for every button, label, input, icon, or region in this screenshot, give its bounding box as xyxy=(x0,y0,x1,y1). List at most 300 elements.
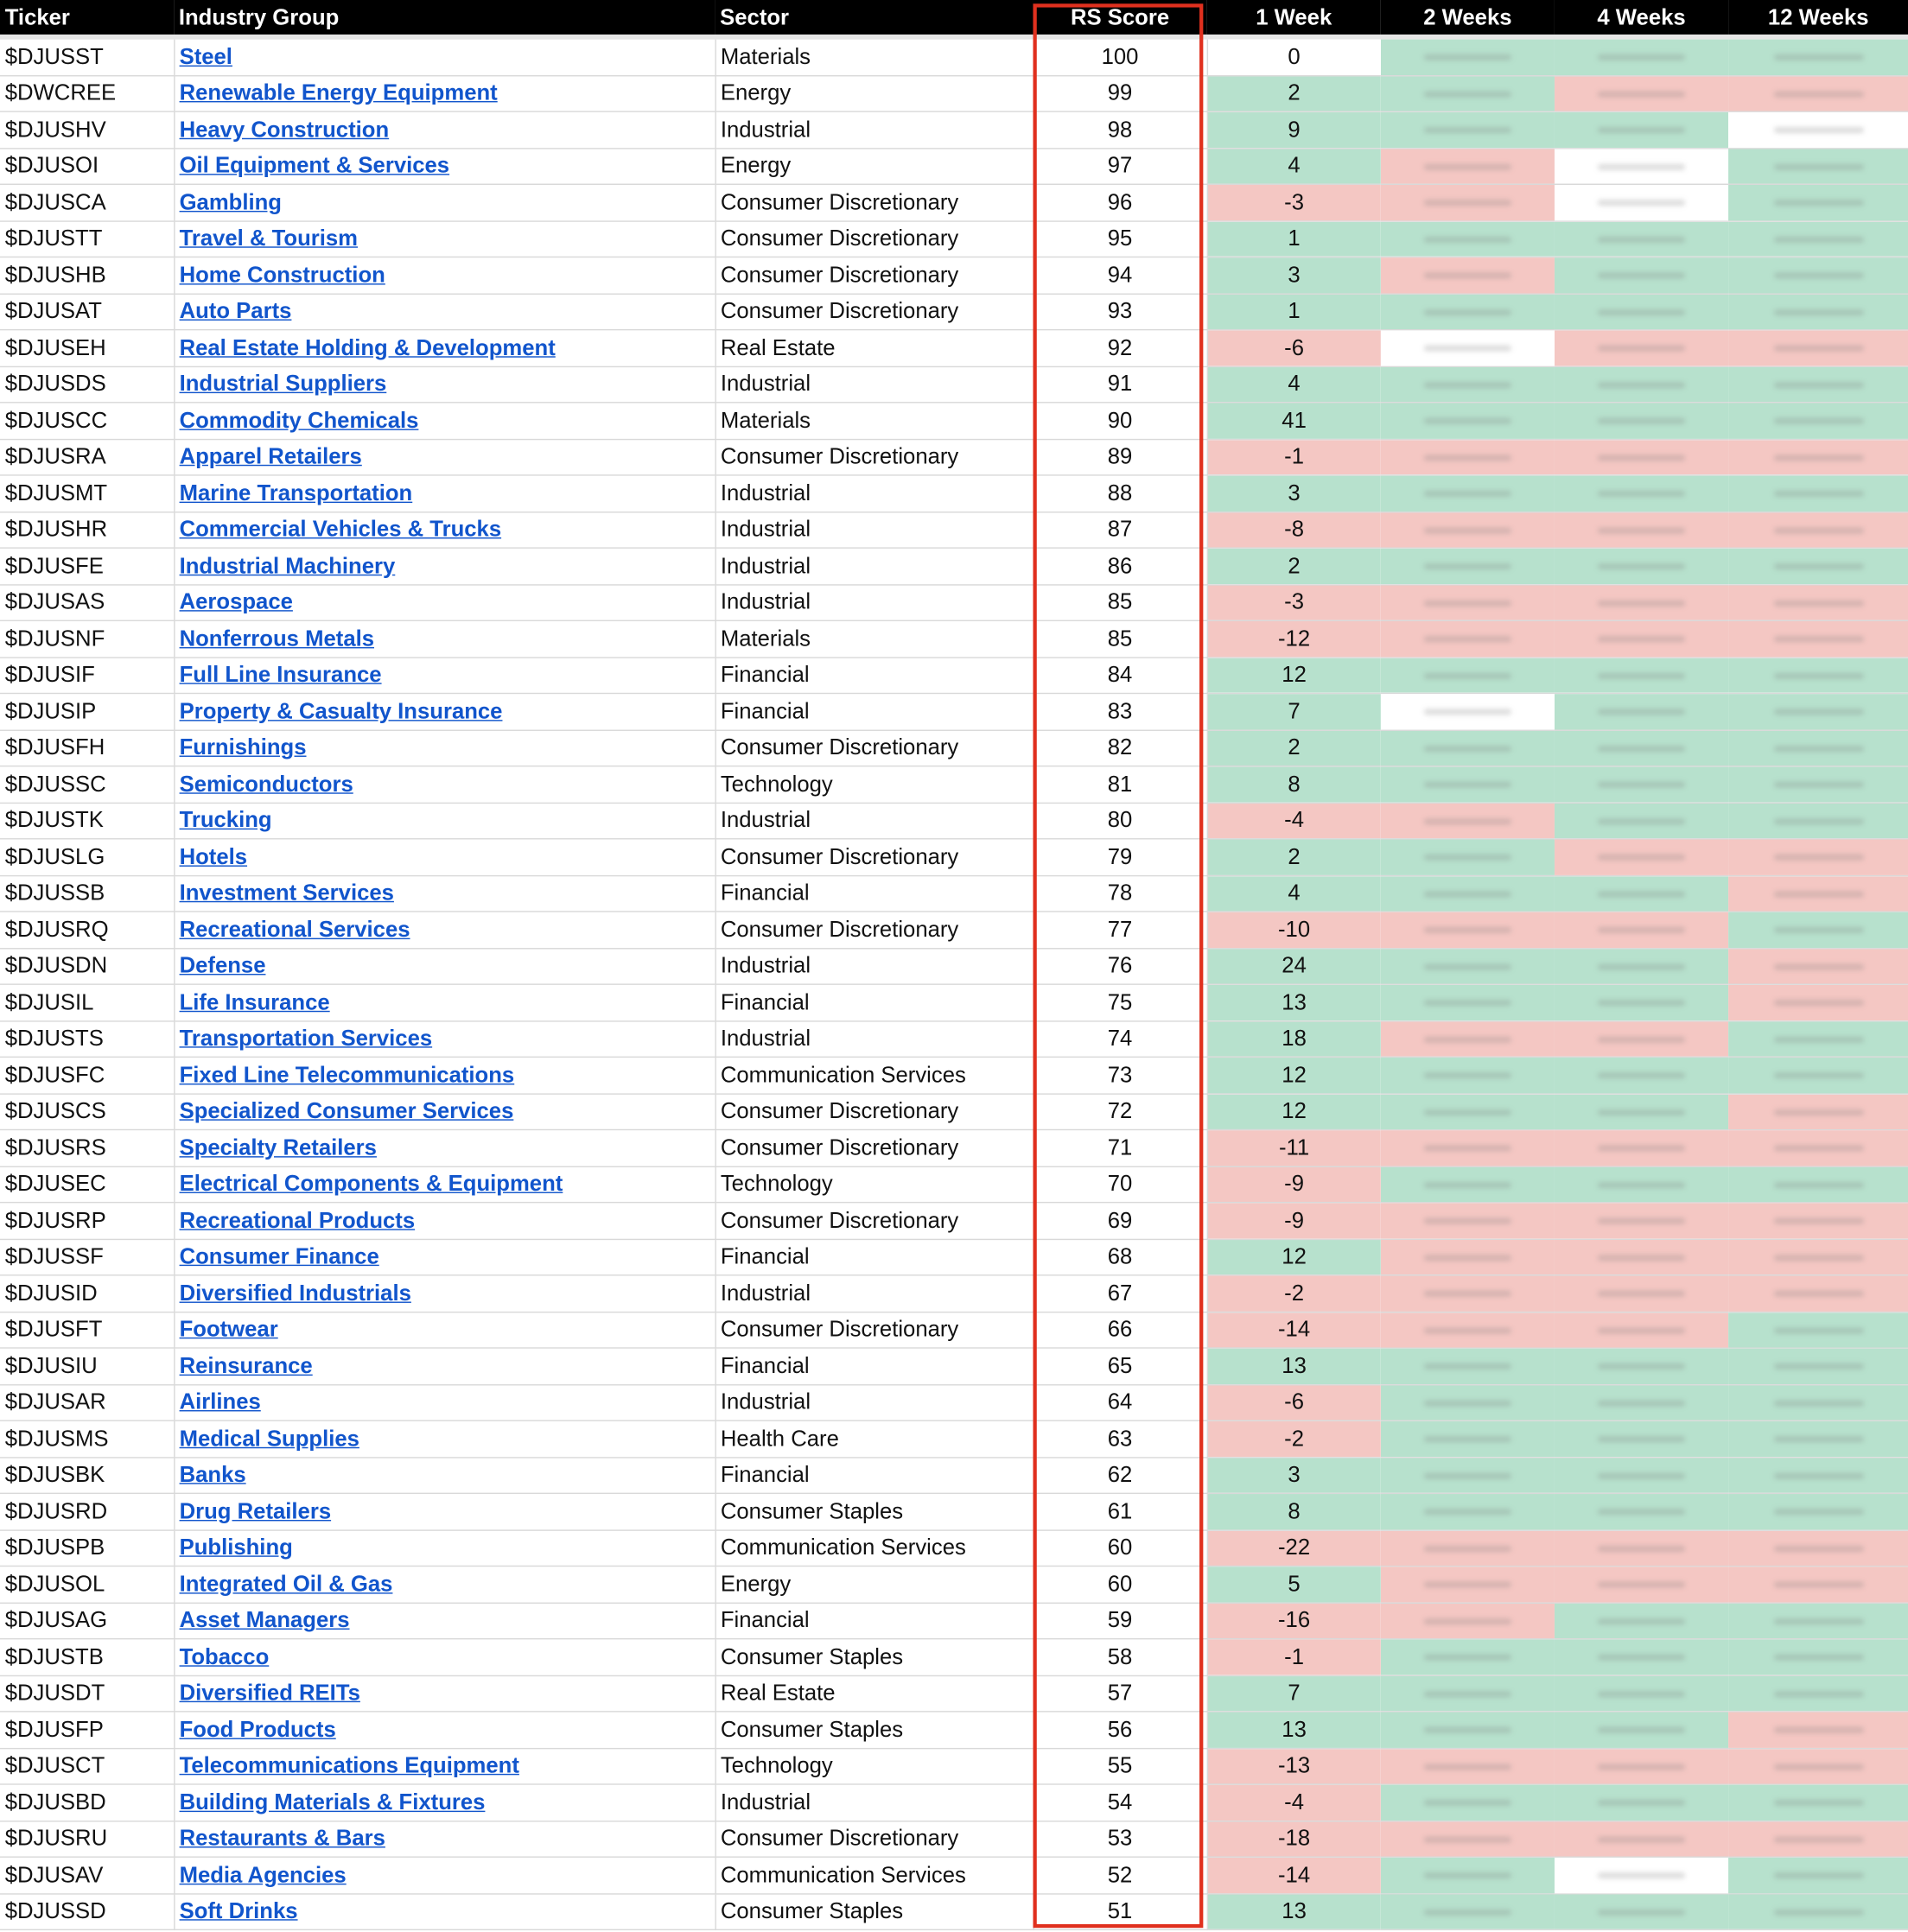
sector-cell[interactable]: Communication Services xyxy=(715,1057,1033,1093)
week-2-cell[interactable] xyxy=(1381,1203,1555,1239)
week-1-cell[interactable]: 0 xyxy=(1207,40,1381,75)
rs-score-cell[interactable]: 99 xyxy=(1033,75,1206,111)
week-1-cell[interactable]: 8 xyxy=(1207,1493,1381,1529)
industry-link[interactable]: Electrical Components & Equipment xyxy=(179,1171,563,1197)
week-4-cell[interactable] xyxy=(1555,1384,1728,1420)
week-4-cell[interactable] xyxy=(1555,1603,1728,1639)
week-2-cell[interactable] xyxy=(1381,40,1555,75)
rs-score-cell[interactable]: 93 xyxy=(1033,294,1206,330)
sector-cell[interactable]: Consumer Discretionary xyxy=(715,1129,1033,1166)
col-header-ticker[interactable]: Ticker xyxy=(0,0,174,35)
week-12-cell[interactable] xyxy=(1728,839,1908,875)
rs-score-cell[interactable]: 54 xyxy=(1033,1784,1206,1821)
sector-cell[interactable]: Industrial xyxy=(715,803,1033,839)
rs-score-cell[interactable]: 85 xyxy=(1033,584,1206,620)
ticker-cell[interactable]: $DJUSMS xyxy=(0,1420,174,1457)
week-2-cell[interactable] xyxy=(1381,1748,1555,1784)
ticker-cell[interactable]: $DJUSFE xyxy=(0,548,174,584)
week-4-cell[interactable] xyxy=(1555,1457,1728,1493)
ticker-cell[interactable]: $DJUSAR xyxy=(0,1384,174,1420)
week-2-cell[interactable] xyxy=(1381,948,1555,984)
industry-link[interactable]: Integrated Oil & Gas xyxy=(179,1571,393,1597)
sector-cell[interactable]: Consumer Discretionary xyxy=(715,220,1033,257)
ticker-cell[interactable]: $DJUSAV xyxy=(0,1857,174,1893)
industry-link[interactable]: Media Agencies xyxy=(179,1862,347,1887)
industry-link[interactable]: Renewable Energy Equipment xyxy=(179,80,498,105)
sector-cell[interactable]: Health Care xyxy=(715,1420,1033,1457)
ticker-cell[interactable]: $DJUSPB xyxy=(0,1529,174,1566)
week-1-cell[interactable]: -12 xyxy=(1207,620,1381,657)
week-1-cell[interactable]: -2 xyxy=(1207,1420,1381,1457)
week-12-cell[interactable] xyxy=(1728,1312,1908,1348)
week-2-cell[interactable] xyxy=(1381,330,1555,366)
week-4-cell[interactable] xyxy=(1555,366,1728,403)
week-2-cell[interactable] xyxy=(1381,512,1555,548)
week-4-cell[interactable] xyxy=(1555,1166,1728,1203)
rs-score-cell[interactable]: 88 xyxy=(1033,475,1206,512)
industry-link[interactable]: Telecommunications Equipment xyxy=(179,1752,519,1778)
rs-score-cell[interactable]: 97 xyxy=(1033,148,1206,184)
rs-score-cell[interactable]: 51 xyxy=(1033,1893,1206,1929)
week-4-cell[interactable] xyxy=(1555,912,1728,948)
week-1-cell[interactable]: -3 xyxy=(1207,584,1381,620)
week-4-cell[interactable] xyxy=(1555,1057,1728,1093)
week-4-cell[interactable] xyxy=(1555,1420,1728,1457)
rs-score-cell[interactable]: 64 xyxy=(1033,1384,1206,1420)
ticker-cell[interactable]: $DJUSNF xyxy=(0,620,174,657)
week-1-cell[interactable]: 13 xyxy=(1207,1712,1381,1748)
week-1-cell[interactable]: -6 xyxy=(1207,330,1381,366)
industry-link[interactable]: Oil Equipment & Services xyxy=(179,153,450,178)
industry-link[interactable]: Diversified Industrials xyxy=(179,1280,411,1306)
industry-link[interactable]: Commodity Chemicals xyxy=(179,407,419,433)
industry-link[interactable]: Steel xyxy=(179,44,232,69)
week-4-cell[interactable] xyxy=(1555,220,1728,257)
sector-cell[interactable]: Consumer Discretionary xyxy=(715,184,1033,220)
col-header-industry[interactable]: Industry Group xyxy=(174,0,715,35)
industry-link[interactable]: Defense xyxy=(179,953,266,978)
ticker-cell[interactable]: $DJUSHV xyxy=(0,111,174,148)
week-12-cell[interactable] xyxy=(1728,1239,1908,1275)
industry-link[interactable]: Investment Services xyxy=(179,880,394,906)
week-12-cell[interactable] xyxy=(1728,111,1908,148)
sector-cell[interactable]: Materials xyxy=(715,620,1033,657)
ticker-cell[interactable]: $DJUSCA xyxy=(0,184,174,220)
week-1-cell[interactable]: -4 xyxy=(1207,1784,1381,1821)
week-2-cell[interactable] xyxy=(1381,1457,1555,1493)
week-2-cell[interactable] xyxy=(1381,475,1555,512)
sector-cell[interactable]: Consumer Discretionary xyxy=(715,839,1033,875)
week-12-cell[interactable] xyxy=(1728,1603,1908,1639)
week-12-cell[interactable] xyxy=(1728,620,1908,657)
rs-score-cell[interactable]: 84 xyxy=(1033,657,1206,693)
ticker-cell[interactable]: $DJUSEH xyxy=(0,330,174,366)
week-1-cell[interactable]: 2 xyxy=(1207,839,1381,875)
week-2-cell[interactable] xyxy=(1381,1166,1555,1203)
week-1-cell[interactable]: 12 xyxy=(1207,1057,1381,1093)
week-2-cell[interactable] xyxy=(1381,294,1555,330)
industry-link[interactable]: Property & Casualty Insurance xyxy=(179,698,503,724)
sector-cell[interactable]: Financial xyxy=(715,875,1033,912)
industry-link[interactable]: Travel & Tourism xyxy=(179,226,359,251)
week-2-cell[interactable] xyxy=(1381,220,1555,257)
week-2-cell[interactable] xyxy=(1381,548,1555,584)
industry-link[interactable]: Asset Managers xyxy=(179,1607,350,1633)
rs-score-cell[interactable]: 65 xyxy=(1033,1348,1206,1384)
week-2-cell[interactable] xyxy=(1381,766,1555,803)
week-4-cell[interactable] xyxy=(1555,1566,1728,1602)
week-12-cell[interactable] xyxy=(1728,657,1908,693)
rs-score-cell[interactable]: 86 xyxy=(1033,548,1206,584)
week-1-cell[interactable]: 13 xyxy=(1207,1348,1381,1384)
week-1-cell[interactable]: -10 xyxy=(1207,912,1381,948)
week-4-cell[interactable] xyxy=(1555,693,1728,729)
sector-cell[interactable]: Industrial xyxy=(715,948,1033,984)
week-1-cell[interactable]: 12 xyxy=(1207,657,1381,693)
sector-cell[interactable]: Communication Services xyxy=(715,1857,1033,1893)
week-4-cell[interactable] xyxy=(1555,584,1728,620)
ticker-cell[interactable]: $DJUSTB xyxy=(0,1639,174,1675)
rs-score-cell[interactable]: 95 xyxy=(1033,220,1206,257)
week-1-cell[interactable]: 9 xyxy=(1207,111,1381,148)
col-header-1-week[interactable]: 1 Week xyxy=(1207,0,1381,35)
sector-cell[interactable]: Consumer Staples xyxy=(715,1639,1033,1675)
sector-cell[interactable]: Financial xyxy=(715,984,1033,1020)
rs-score-cell[interactable]: 77 xyxy=(1033,912,1206,948)
industry-link[interactable]: Aerospace xyxy=(179,589,293,614)
ticker-cell[interactable]: $DJUSRA xyxy=(0,439,174,475)
week-2-cell[interactable] xyxy=(1381,1384,1555,1420)
week-4-cell[interactable] xyxy=(1555,1857,1728,1893)
industry-link[interactable]: Heavy Construction xyxy=(179,117,390,142)
sector-cell[interactable]: Industrial xyxy=(715,111,1033,148)
week-4-cell[interactable] xyxy=(1555,148,1728,184)
sector-cell[interactable]: Industrial xyxy=(715,1275,1033,1312)
sector-cell[interactable]: Consumer Staples xyxy=(715,1712,1033,1748)
week-12-cell[interactable] xyxy=(1728,1420,1908,1457)
rs-score-cell[interactable]: 59 xyxy=(1033,1603,1206,1639)
week-2-cell[interactable] xyxy=(1381,730,1555,766)
week-2-cell[interactable] xyxy=(1381,839,1555,875)
week-4-cell[interactable] xyxy=(1555,1529,1728,1566)
sector-cell[interactable]: Materials xyxy=(715,403,1033,439)
week-1-cell[interactable]: -14 xyxy=(1207,1312,1381,1348)
sector-cell[interactable]: Industrial xyxy=(715,1384,1033,1420)
week-2-cell[interactable] xyxy=(1381,1493,1555,1529)
ticker-cell[interactable]: $DJUSCC xyxy=(0,403,174,439)
week-1-cell[interactable]: -1 xyxy=(1207,1639,1381,1675)
week-4-cell[interactable] xyxy=(1555,1493,1728,1529)
week-12-cell[interactable] xyxy=(1728,912,1908,948)
ticker-cell[interactable]: $DJUSRD xyxy=(0,1493,174,1529)
week-2-cell[interactable] xyxy=(1381,1239,1555,1275)
rs-score-cell[interactable]: 98 xyxy=(1033,111,1206,148)
week-4-cell[interactable] xyxy=(1555,766,1728,803)
ticker-cell[interactable]: $DJUSBD xyxy=(0,1784,174,1821)
industry-link[interactable]: Fixed Line Telecommunications xyxy=(179,1062,515,1087)
ticker-cell[interactable]: $DJUSIP xyxy=(0,693,174,729)
week-2-cell[interactable] xyxy=(1381,403,1555,439)
week-1-cell[interactable]: 2 xyxy=(1207,548,1381,584)
week-4-cell[interactable] xyxy=(1555,512,1728,548)
rs-score-cell[interactable]: 96 xyxy=(1033,184,1206,220)
sector-cell[interactable]: Consumer Discretionary xyxy=(715,730,1033,766)
week-12-cell[interactable] xyxy=(1728,1203,1908,1239)
sector-cell[interactable]: Industrial xyxy=(715,475,1033,512)
week-1-cell[interactable]: 24 xyxy=(1207,948,1381,984)
week-1-cell[interactable]: -1 xyxy=(1207,439,1381,475)
week-2-cell[interactable] xyxy=(1381,148,1555,184)
industry-link[interactable]: Trucking xyxy=(179,807,272,833)
ticker-cell[interactable]: $DJUSSC xyxy=(0,766,174,803)
industry-link[interactable]: Recreational Products xyxy=(179,1207,416,1233)
week-4-cell[interactable] xyxy=(1555,1129,1728,1166)
industry-link[interactable]: Industrial Machinery xyxy=(179,553,396,578)
sector-cell[interactable]: Technology xyxy=(715,1166,1033,1203)
sector-cell[interactable]: Financial xyxy=(715,1348,1033,1384)
ticker-cell[interactable]: $DJUSFP xyxy=(0,1712,174,1748)
week-1-cell[interactable]: 12 xyxy=(1207,1093,1381,1129)
rs-score-cell[interactable]: 92 xyxy=(1033,330,1206,366)
week-4-cell[interactable] xyxy=(1555,1020,1728,1057)
week-4-cell[interactable] xyxy=(1555,1093,1728,1129)
ticker-cell[interactable]: $DJUSAG xyxy=(0,1603,174,1639)
rs-score-cell[interactable]: 62 xyxy=(1033,1457,1206,1493)
week-1-cell[interactable]: 12 xyxy=(1207,1239,1381,1275)
ticker-cell[interactable]: $DJUSST xyxy=(0,40,174,75)
ticker-cell[interactable]: $DWCREE xyxy=(0,75,174,111)
rs-score-cell[interactable]: 76 xyxy=(1033,948,1206,984)
week-12-cell[interactable] xyxy=(1728,1057,1908,1093)
week-1-cell[interactable]: 4 xyxy=(1207,366,1381,403)
ticker-cell[interactable]: $DJUSRU xyxy=(0,1821,174,1857)
week-1-cell[interactable]: -3 xyxy=(1207,184,1381,220)
week-12-cell[interactable] xyxy=(1728,1384,1908,1420)
sector-cell[interactable]: Financial xyxy=(715,657,1033,693)
industry-link[interactable]: Full Line Insurance xyxy=(179,662,382,687)
week-4-cell[interactable] xyxy=(1555,294,1728,330)
industry-link[interactable]: Food Products xyxy=(179,1716,336,1742)
week-4-cell[interactable] xyxy=(1555,984,1728,1020)
week-1-cell[interactable]: 3 xyxy=(1207,1457,1381,1493)
week-2-cell[interactable] xyxy=(1381,75,1555,111)
industry-link[interactable]: Home Construction xyxy=(179,262,385,288)
week-4-cell[interactable] xyxy=(1555,1748,1728,1784)
rs-score-cell[interactable]: 56 xyxy=(1033,1712,1206,1748)
rs-score-cell[interactable]: 83 xyxy=(1033,693,1206,729)
industry-link[interactable]: Transportation Services xyxy=(179,1026,433,1051)
week-2-cell[interactable] xyxy=(1381,111,1555,148)
rs-score-cell[interactable]: 78 xyxy=(1033,875,1206,912)
industry-link[interactable]: Banks xyxy=(179,1462,246,1487)
rs-score-cell[interactable]: 67 xyxy=(1033,1275,1206,1312)
week-12-cell[interactable] xyxy=(1728,1348,1908,1384)
week-12-cell[interactable] xyxy=(1728,1748,1908,1784)
week-4-cell[interactable] xyxy=(1555,1639,1728,1675)
week-1-cell[interactable]: 2 xyxy=(1207,730,1381,766)
week-2-cell[interactable] xyxy=(1381,257,1555,293)
week-12-cell[interactable] xyxy=(1728,1529,1908,1566)
industry-link[interactable]: Semiconductors xyxy=(179,771,353,797)
rs-score-cell[interactable]: 72 xyxy=(1033,1093,1206,1129)
week-4-cell[interactable] xyxy=(1555,257,1728,293)
sector-cell[interactable]: Financial xyxy=(715,1457,1033,1493)
week-4-cell[interactable] xyxy=(1555,75,1728,111)
ticker-cell[interactable]: $DJUSTK xyxy=(0,803,174,839)
week-4-cell[interactable] xyxy=(1555,839,1728,875)
week-4-cell[interactable] xyxy=(1555,1239,1728,1275)
week-2-cell[interactable] xyxy=(1381,1529,1555,1566)
rs-score-cell[interactable]: 61 xyxy=(1033,1493,1206,1529)
sector-cell[interactable]: Consumer Discretionary xyxy=(715,294,1033,330)
industry-link[interactable]: Furnishings xyxy=(179,734,307,760)
week-1-cell[interactable]: 7 xyxy=(1207,1675,1381,1712)
industry-link[interactable]: Hotels xyxy=(179,843,248,869)
sector-cell[interactable]: Consumer Staples xyxy=(715,1493,1033,1529)
week-1-cell[interactable]: 13 xyxy=(1207,1893,1381,1929)
week-12-cell[interactable] xyxy=(1728,1093,1908,1129)
rs-score-cell[interactable]: 58 xyxy=(1033,1639,1206,1675)
week-12-cell[interactable] xyxy=(1728,1784,1908,1821)
rs-score-cell[interactable]: 89 xyxy=(1033,439,1206,475)
ticker-cell[interactable]: $DJUSRQ xyxy=(0,912,174,948)
week-12-cell[interactable] xyxy=(1728,148,1908,184)
week-12-cell[interactable] xyxy=(1728,220,1908,257)
week-2-cell[interactable] xyxy=(1381,1312,1555,1348)
industry-link[interactable]: Real Estate Holding & Development xyxy=(179,334,556,360)
week-1-cell[interactable]: 2 xyxy=(1207,75,1381,111)
rs-score-cell[interactable]: 55 xyxy=(1033,1748,1206,1784)
rs-score-cell[interactable]: 63 xyxy=(1033,1420,1206,1457)
week-2-cell[interactable] xyxy=(1381,1857,1555,1893)
week-12-cell[interactable] xyxy=(1728,512,1908,548)
industry-link[interactable]: Industrial Suppliers xyxy=(179,371,387,397)
week-1-cell[interactable]: -22 xyxy=(1207,1529,1381,1566)
sector-cell[interactable]: Real Estate xyxy=(715,1675,1033,1712)
industry-link[interactable]: Apparel Retailers xyxy=(179,443,362,469)
ticker-cell[interactable]: $DJUSIU xyxy=(0,1348,174,1384)
week-1-cell[interactable]: 4 xyxy=(1207,875,1381,912)
week-12-cell[interactable] xyxy=(1728,984,1908,1020)
rs-score-cell[interactable]: 81 xyxy=(1033,766,1206,803)
week-12-cell[interactable] xyxy=(1728,948,1908,984)
industry-link[interactable]: Specialized Consumer Services xyxy=(179,1098,514,1123)
industry-link[interactable]: Marine Transportation xyxy=(179,480,413,505)
week-1-cell[interactable]: 5 xyxy=(1207,1566,1381,1602)
week-2-cell[interactable] xyxy=(1381,1639,1555,1675)
week-12-cell[interactable] xyxy=(1728,548,1908,584)
ticker-cell[interactable]: $DJUSOL xyxy=(0,1566,174,1602)
week-2-cell[interactable] xyxy=(1381,1093,1555,1129)
ticker-cell[interactable]: $DJUSID xyxy=(0,1275,174,1312)
industry-link[interactable]: Medical Supplies xyxy=(179,1426,359,1451)
ticker-cell[interactable]: $DJUSFT xyxy=(0,1312,174,1348)
week-2-cell[interactable] xyxy=(1381,366,1555,403)
industry-link[interactable]: Nonferrous Metals xyxy=(179,626,375,651)
week-1-cell[interactable]: 4 xyxy=(1207,148,1381,184)
week-12-cell[interactable] xyxy=(1728,439,1908,475)
rs-score-cell[interactable]: 60 xyxy=(1033,1529,1206,1566)
week-12-cell[interactable] xyxy=(1728,693,1908,729)
week-4-cell[interactable] xyxy=(1555,548,1728,584)
week-2-cell[interactable] xyxy=(1381,1566,1555,1602)
week-12-cell[interactable] xyxy=(1728,294,1908,330)
week-12-cell[interactable] xyxy=(1728,1712,1908,1748)
sector-cell[interactable]: Energy xyxy=(715,148,1033,184)
sector-cell[interactable]: Industrial xyxy=(715,584,1033,620)
week-2-cell[interactable] xyxy=(1381,184,1555,220)
industry-link[interactable]: Gambling xyxy=(179,189,283,214)
week-2-cell[interactable] xyxy=(1381,1348,1555,1384)
week-12-cell[interactable] xyxy=(1728,1675,1908,1712)
week-2-cell[interactable] xyxy=(1381,912,1555,948)
week-2-cell[interactable] xyxy=(1381,1784,1555,1821)
week-12-cell[interactable] xyxy=(1728,403,1908,439)
ticker-cell[interactable]: $DJUSLG xyxy=(0,839,174,875)
sector-cell[interactable]: Real Estate xyxy=(715,330,1033,366)
industry-link[interactable]: Tobacco xyxy=(179,1643,270,1669)
week-2-cell[interactable] xyxy=(1381,1675,1555,1712)
sector-cell[interactable]: Financial xyxy=(715,1603,1033,1639)
week-12-cell[interactable] xyxy=(1728,1457,1908,1493)
ticker-cell[interactable]: $DJUSDN xyxy=(0,948,174,984)
week-12-cell[interactable] xyxy=(1728,1493,1908,1529)
sector-cell[interactable]: Consumer Discretionary xyxy=(715,257,1033,293)
ticker-cell[interactable]: $DJUSCT xyxy=(0,1748,174,1784)
week-12-cell[interactable] xyxy=(1728,75,1908,111)
sector-cell[interactable]: Consumer Staples xyxy=(715,1893,1033,1929)
sector-cell[interactable]: Industrial xyxy=(715,548,1033,584)
week-4-cell[interactable] xyxy=(1555,730,1728,766)
ticker-cell[interactable]: $DJUSTS xyxy=(0,1020,174,1057)
rs-score-cell[interactable]: 87 xyxy=(1033,512,1206,548)
week-12-cell[interactable] xyxy=(1728,730,1908,766)
rs-score-cell[interactable]: 57 xyxy=(1033,1675,1206,1712)
week-12-cell[interactable] xyxy=(1728,1129,1908,1166)
ticker-cell[interactable]: $DJUSSF xyxy=(0,1239,174,1275)
industry-link[interactable]: Specialty Retailers xyxy=(179,1134,377,1160)
week-4-cell[interactable] xyxy=(1555,184,1728,220)
industry-link[interactable]: Life Insurance xyxy=(179,989,330,1014)
ticker-cell[interactable]: $DJUSFC xyxy=(0,1057,174,1093)
week-4-cell[interactable] xyxy=(1555,1275,1728,1312)
ticker-cell[interactable]: $DJUSAT xyxy=(0,294,174,330)
industry-link[interactable]: Restaurants & Bars xyxy=(179,1826,385,1851)
rs-score-cell[interactable]: 74 xyxy=(1033,1020,1206,1057)
rs-score-cell[interactable]: 68 xyxy=(1033,1239,1206,1275)
week-1-cell[interactable]: -11 xyxy=(1207,1129,1381,1166)
rs-score-cell[interactable]: 94 xyxy=(1033,257,1206,293)
industry-link[interactable]: Consumer Finance xyxy=(179,1243,379,1269)
week-1-cell[interactable]: 13 xyxy=(1207,984,1381,1020)
week-1-cell[interactable]: -4 xyxy=(1207,803,1381,839)
week-12-cell[interactable] xyxy=(1728,330,1908,366)
week-2-cell[interactable] xyxy=(1381,1275,1555,1312)
week-2-cell[interactable] xyxy=(1381,439,1555,475)
ticker-cell[interactable]: $DJUSHR xyxy=(0,512,174,548)
rs-score-cell[interactable]: 100 xyxy=(1033,40,1206,75)
sector-cell[interactable]: Technology xyxy=(715,766,1033,803)
ticker-cell[interactable]: $DJUSBK xyxy=(0,1457,174,1493)
week-1-cell[interactable]: -16 xyxy=(1207,1603,1381,1639)
sector-cell[interactable]: Communication Services xyxy=(715,1529,1033,1566)
rs-score-cell[interactable]: 75 xyxy=(1033,984,1206,1020)
week-12-cell[interactable] xyxy=(1728,1166,1908,1203)
col-header-4-weeks[interactable]: 4 Weeks xyxy=(1555,0,1728,35)
week-2-cell[interactable] xyxy=(1381,1821,1555,1857)
rs-score-cell[interactable]: 52 xyxy=(1033,1857,1206,1893)
week-12-cell[interactable] xyxy=(1728,1857,1908,1893)
